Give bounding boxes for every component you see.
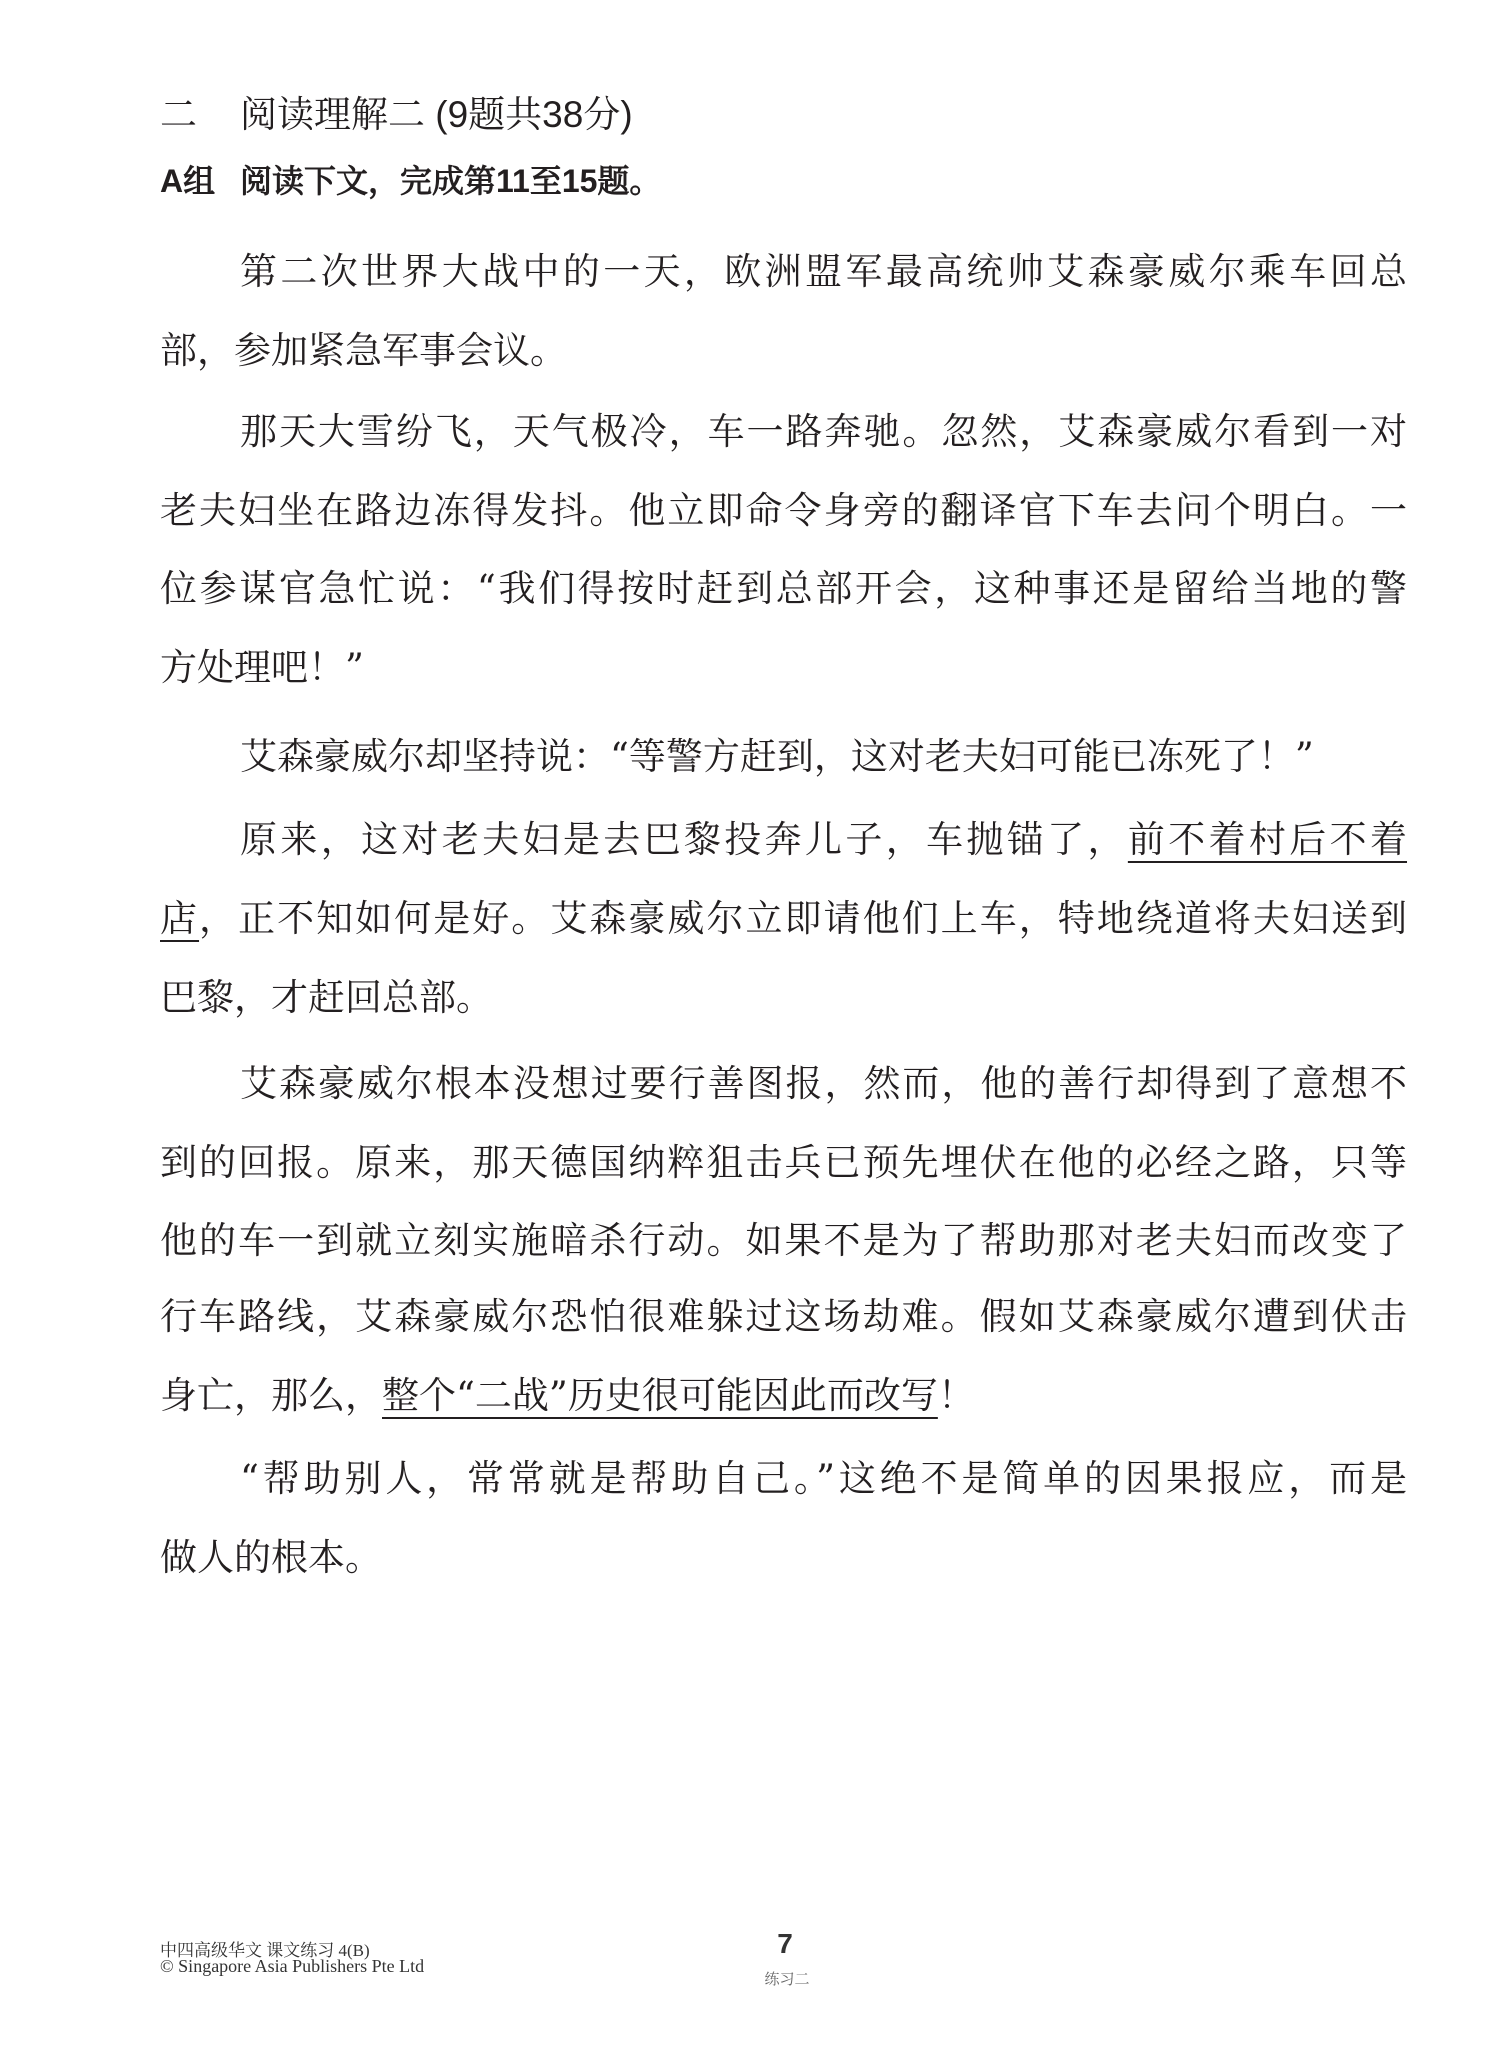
- passage-text: 那天大雪纷飞，天气极冷，车一路奔驰。忽然，艾森豪威尔看到一对: [240, 410, 1407, 453]
- page-number: 7: [777, 1928, 793, 1959]
- exercise-label: 练习二: [764, 1972, 810, 1988]
- passage-line: [240, 732, 1314, 782]
- passage-line: [160, 564, 1407, 614]
- passage-line: [160, 1138, 1407, 1188]
- passage-line: [160, 1371, 975, 1421]
- passage-line: [160, 973, 493, 1023]
- passage-line: [160, 1216, 1407, 1266]
- instruction-text: 阅读下文，完成第11至15题。: [240, 163, 662, 199]
- passage-text: “帮助别人，常常就是帮助自己。”这绝不是简单的因果报应，而是: [240, 1457, 1407, 1500]
- passage-line: [240, 815, 1407, 865]
- passage-text: 到的回报。原来，那天德国纳粹狙击兵已预先埋伏在他的必经之路，只等: [160, 1141, 1407, 1184]
- passage-line: [160, 643, 364, 693]
- passage-text: 位参谋官急忙说：“我们得按时赶到总部开会，这种事还是留给当地的警: [160, 567, 1407, 610]
- book-title: 中四高级华文 课文练习 4(B): [160, 1941, 370, 1960]
- passage-text: 艾森豪威尔根本没想过要行善图报，然而，他的善行却得到了意想不: [240, 1062, 1407, 1105]
- passage-line: [240, 1454, 1407, 1504]
- underlined-phrase: 店: [160, 897, 200, 940]
- passage-text: 艾森豪威尔却坚持说：“等警方赶到，这对老夫妇可能已冻死了！”: [240, 735, 1314, 778]
- passage-text: 方处理吧！”: [160, 646, 364, 689]
- section-number: 二: [160, 94, 197, 135]
- passage-text: 行车路线，艾森豪威尔恐怕很难躲过这场劫难。假如艾森豪威尔遭到伏击: [160, 1295, 1407, 1338]
- underlined-phrase: 前不着村后不着: [1127, 818, 1408, 861]
- passage-line: [240, 407, 1407, 457]
- passage-text: 部，参加紧急军事会议。: [160, 329, 567, 372]
- passage-line: [240, 1059, 1407, 1109]
- passage-line: [160, 1533, 382, 1583]
- passage-text: 巴黎，才赶回总部。: [160, 976, 493, 1019]
- passage-line: [160, 894, 1407, 944]
- section-title: 阅读理解二 (9题共38分): [240, 94, 633, 135]
- passage-line: [160, 326, 567, 376]
- passage-text: 原来，这对老夫妇是去巴黎投奔儿子，车抛锚了，: [240, 818, 1128, 861]
- passage-text: 身亡，那么，: [160, 1374, 382, 1417]
- passage-line: [240, 247, 1407, 297]
- copyright-notice: © Singapore Asia Publishers Pte Ltd: [160, 1956, 425, 1976]
- instruction-heading: [160, 160, 661, 202]
- passage-text: ，正不知如何是好。艾森豪威尔立即请他们上车，特地绕道将夫妇送到: [199, 897, 1408, 940]
- passage-line: [160, 1292, 1407, 1342]
- group-label: A组: [160, 163, 216, 199]
- passage-text: ！: [937, 1374, 975, 1417]
- passage-text: 第二次世界大战中的一天，欧洲盟军最高统帅艾森豪威尔乘车回总: [240, 250, 1407, 293]
- passage-text: 做人的根本。: [160, 1536, 382, 1579]
- underlined-phrase: 整个“二战”历史很可能因此而改写: [382, 1374, 938, 1417]
- section-heading: [160, 92, 633, 138]
- passage-line: [160, 486, 1407, 536]
- passage-text: 老夫妇坐在路边冻得发抖。他立即命令身旁的翻译官下车去问个明白。一: [160, 489, 1407, 532]
- passage-text: 他的车一到就立刻实施暗杀行动。如果不是为了帮助那对老夫妇而改变了: [160, 1219, 1407, 1262]
